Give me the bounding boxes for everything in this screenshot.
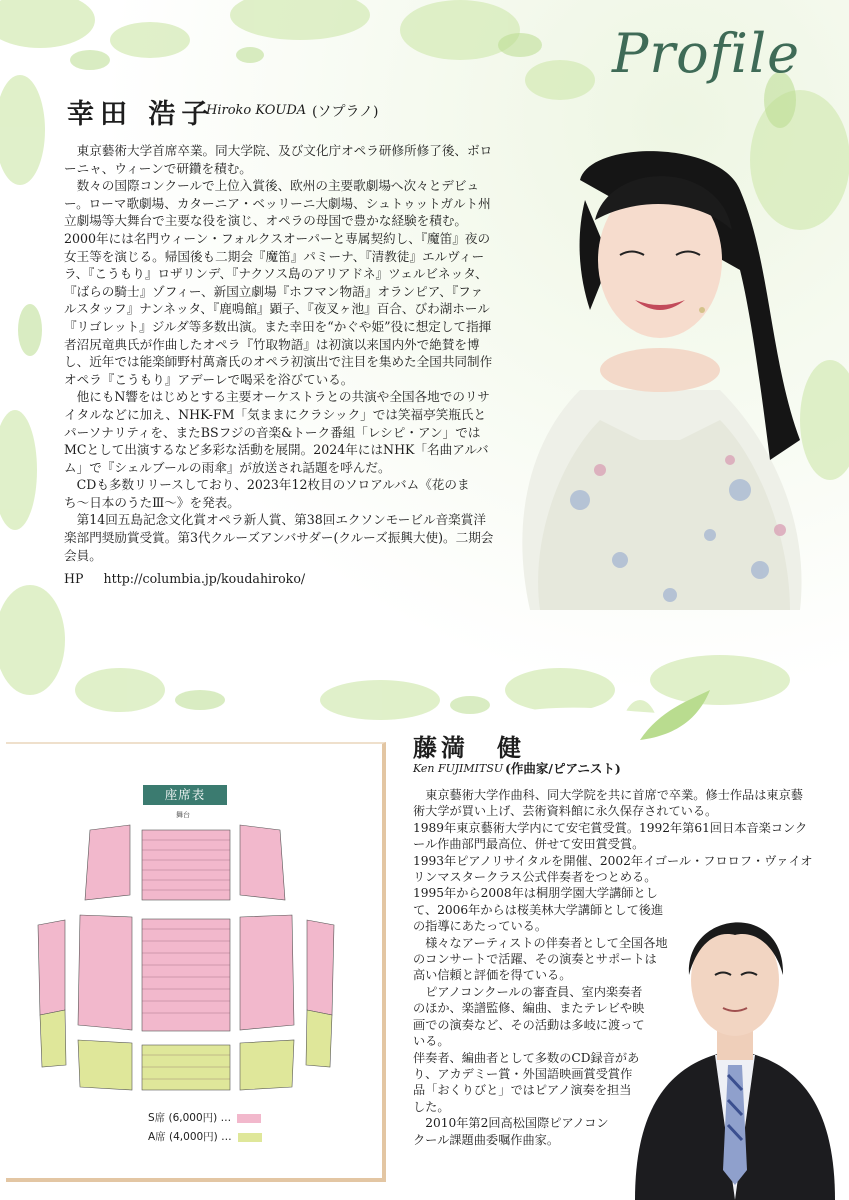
performer1-photo (470, 140, 828, 620)
performer2-name: 藤満 健 (413, 733, 525, 762)
page-title: Profile (612, 22, 801, 85)
seat-block-mid-left (78, 915, 132, 1030)
legend-a-swatch (238, 1133, 262, 1142)
seating-chart-title: 座席表 (143, 785, 227, 805)
seat-block-side-left (38, 920, 66, 1067)
bio-paragraph: 東京藝術大学首席卒業。同大学院、及び文化庁オペラ研修所修了後、ボローニャ、ウィーンで研鑽を積む。 (64, 143, 493, 176)
homepage-label: HP (64, 571, 84, 587)
bio-paragraph: 1989年東京藝術大学内にて安宅賞受賞。1992年第61回日本音楽コンクール作曲部門最高位、併せて安田賞受賞。 (413, 820, 808, 852)
bio-paragraph: 2010年第2回高松国際ピアノコンクール課題曲委嘱作曲家。 (413, 1116, 609, 1147)
performer2-name-en: Ken FUJIMITSU (413, 762, 504, 775)
performer1-bio (64, 142, 494, 588)
bio-paragraph: ピアノコンクールの審査員、室内楽奏者のほか、楽譜監修、編曲、またテレビや映画での演奏など、その活動は多岐に渡っている。 (413, 984, 645, 1049)
bio-paragraph: 数々の国際コンクールで上位入賞後、欧州の主要歌劇場へ次々とデビュー。ローマ歌劇場、カターニア・ベッリーニ大劇場、シュトゥットガルト州立劇場等大舞台で主要な役を演じ、オペラの母国で豊かな経験を積む。2000年には名門ウィーン・フォルクスオーパーと専属契約し、『魔笛』夜の女王等を演じる。帰国後も二期会『魔笛』パミーナ、『清教徒』エルヴィーラ、『こうもり』ロザリンデ、『ナクソス島のアリアドネ』ツェルビネッタ、『ばらの騎士』ゾフィー、新国立劇場『ホフマン物語』オランピア、『ファルスタッフ』ナンネッタ、『鹿鳴館』顕子、『夜叉ヶ池』百合、びわ湖ホール『リゴレット』ジルダ等多数出演。また幸田を“かぐや姫”役に想定して指揮者沼尻竜典氏が作曲したオペラ『竹取物語』は初演以来国内外で絶賛を博し、近年では能楽師野村萬斎氏のオペラ初演出で注目を集めた全国共同制作オペラ『こうもり』アデーレで喝采を浴びている。 (64, 178, 493, 387)
seat-block-rear (78, 1040, 294, 1090)
performer2-photo (635, 880, 835, 1200)
stage-label: 舞台 (176, 811, 190, 819)
bio-paragraph: 東京藝術大学作曲科、同大学院を共に首席で卒業。修士作品は東京藝術大学が買い上げ、芸術資料館に永久保存されている。 (413, 788, 803, 819)
seat-block-mid-right (240, 915, 294, 1030)
homepage-line (64, 570, 494, 588)
bio-paragraph: 1993年ピアノリサイタルを開催、2002年イゴール・フロロフ・ヴァイオリンマスタークラス公式伴奏者をつとめる。 (413, 853, 813, 885)
bio-paragraph: 第14回五島記念文化賞オペラ新人賞、第38回エクソンモービル音楽賞洋楽部門奨励賞受賞。第3代クルーズアンバサダー(クルーズ振興大使)。二期会会員。 (64, 512, 494, 563)
bio-paragraph: CDも多数リリースしており、2023年12枚目のソロアルバム《花のまち〜日本のうたⅢ〜》を発表。 (64, 477, 470, 510)
seat-map (30, 815, 360, 1100)
bio-paragraph: 他にもN響をはじめとする主要オーケストラとの共演や全国各地でのリサイタルなどに加え、NHK-FM「気ままにクラシック」では笑福亭笑瓶氏とパーソナリティを、またBSフジの音楽&トーク番組「レシピ・アン」ではMCとして出演するなど多彩な活動を展開。2024年にはNHK「名曲アルバム」で『シェルブールの雨傘』が放送され話題を呼んだ。 (64, 389, 490, 475)
seat-block-front-left (85, 825, 130, 900)
legend-s-seat (148, 1110, 261, 1125)
performer1-role: (ソプラノ) (312, 104, 379, 120)
homepage-link[interactable]: http://columbia.jp/koudahiroko/ (103, 571, 306, 587)
performer2-role: (作曲家/ピアニスト) (505, 761, 621, 776)
performer1-name-en: Hiroko KOUDA (206, 103, 307, 118)
bio-paragraph: 伴奏者、編曲者として多数のCD録音があり、アカデミー賞・外国語映画賞受賞作品「おくりびと」ではピアノ演奏を担当した。 (413, 1050, 640, 1114)
bio-paragraph: 1995年から2008年は桐朋学園大学講師として、2006年からは桜美林大学講師として後進の指導にあたっている。 (413, 886, 664, 934)
performer1-name: 幸田 浩子 (67, 99, 215, 130)
seat-block-side-right (306, 920, 334, 1067)
seat-block-front-center (142, 830, 230, 900)
legend-s-swatch (237, 1114, 261, 1123)
legend-s-label: S席 (6,000円) … (148, 1112, 232, 1124)
legend-a-label: A席 (4,000円) … (148, 1131, 232, 1143)
seat-block-front-right (240, 825, 285, 900)
bio-paragraph: 様々なアーティストの伴奏者として全国各地のコンサートで活躍、その演奏とサポートは高い信頼と評価を得ている。 (413, 935, 668, 983)
legend-a-seat (148, 1129, 262, 1144)
seat-block-mid-center (142, 919, 230, 1031)
